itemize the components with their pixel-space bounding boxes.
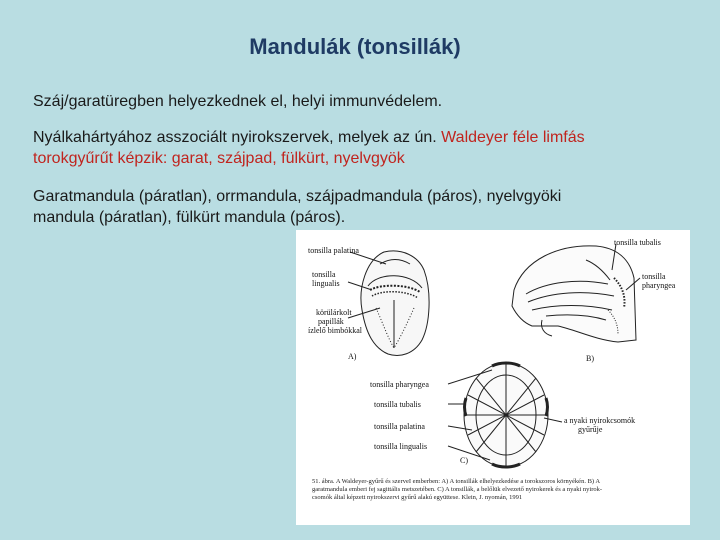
- label-tonsilla-lingualis-c: tonsilla lingualis: [374, 442, 428, 451]
- paragraph-waldeyer: [33, 127, 693, 169]
- slide-title: Mandulák (tonsillák): [249, 34, 461, 59]
- caption-line-2: garatmandula emberi fej sagittális metszetében. C) A tonsillák, a belőlük elvezető nyirokerek és a nyaki nyirok-: [312, 486, 603, 493]
- label-tonsilla-a: tonsilla: [312, 270, 336, 279]
- panel-c-label: C): [460, 456, 468, 465]
- label-gyuruje: gyűrűje: [578, 425, 603, 434]
- waldeyer-highlight-a: Waldeyer féle limfás: [441, 129, 585, 146]
- paragraph-location: Száj/garatüregben helyezkednek el, helyi immunvédelem.: [33, 93, 443, 110]
- label-pharyngea-b: pharyngea: [642, 281, 676, 290]
- tonsil-types-line-1: Garatmandula (páratlan), orrmandula, szájpadmandula (páros), nyelvgyöki: [33, 188, 562, 205]
- tongue-drawing: [348, 251, 429, 355]
- waldeyer-highlight-b: torokgyűrűt képzik: garat, szájpad, fülkürt, nyelvgyök: [33, 150, 405, 167]
- panel-b-label: B): [586, 354, 594, 363]
- label-papillak: papillák: [318, 317, 344, 326]
- anatomy-figure: [296, 230, 690, 525]
- caption-line-3: csomók által képzett nyirokszervi gyűrű alakú együttese. Klein, J. nyomán, 1991: [312, 494, 523, 501]
- label-tonsilla-tubalis-b: tonsilla tubalis: [614, 238, 661, 247]
- label-tonsilla-pharyngea-c: tonsilla pharyngea: [370, 380, 429, 389]
- label-tonsilla-b: tonsilla: [642, 272, 666, 281]
- waldeyer-ring-drawing: [448, 363, 562, 467]
- label-nyaki-nyirokcsomok: a nyaki nyirokcsomók: [564, 416, 636, 425]
- tonsil-types-line-2: mandula (páratlan), fülkürt mandula (páros).: [33, 209, 346, 226]
- paragraph-tonsil-types: [33, 186, 693, 228]
- label-tonsilla-palatina-a: tonsilla palatina: [308, 246, 359, 255]
- label-tonsilla-palatina-c: tonsilla palatina: [374, 422, 425, 431]
- panel-a-label: A): [348, 352, 357, 361]
- sagittal-head-drawing: [512, 244, 640, 342]
- figure-caption: [312, 478, 682, 502]
- waldeyer-intro-text: Nyálkahártyához asszociált nyirokszervek, melyek az ún.: [33, 129, 442, 146]
- label-lingualis-a: lingualis: [312, 279, 340, 288]
- label-izlelo-bimbokkal: ízlelő bimbókkal: [308, 326, 362, 335]
- caption-line-1: 51. ábra. A Waldeyer-gyűrű és szerveI emberben: A) A tonsillák elhelyezkedése a torokszoros környékén. B) A: [312, 478, 601, 485]
- label-korularkolt: körülárkolt: [316, 308, 352, 317]
- label-tonsilla-tubalis-c: tonsilla tubalis: [374, 400, 421, 409]
